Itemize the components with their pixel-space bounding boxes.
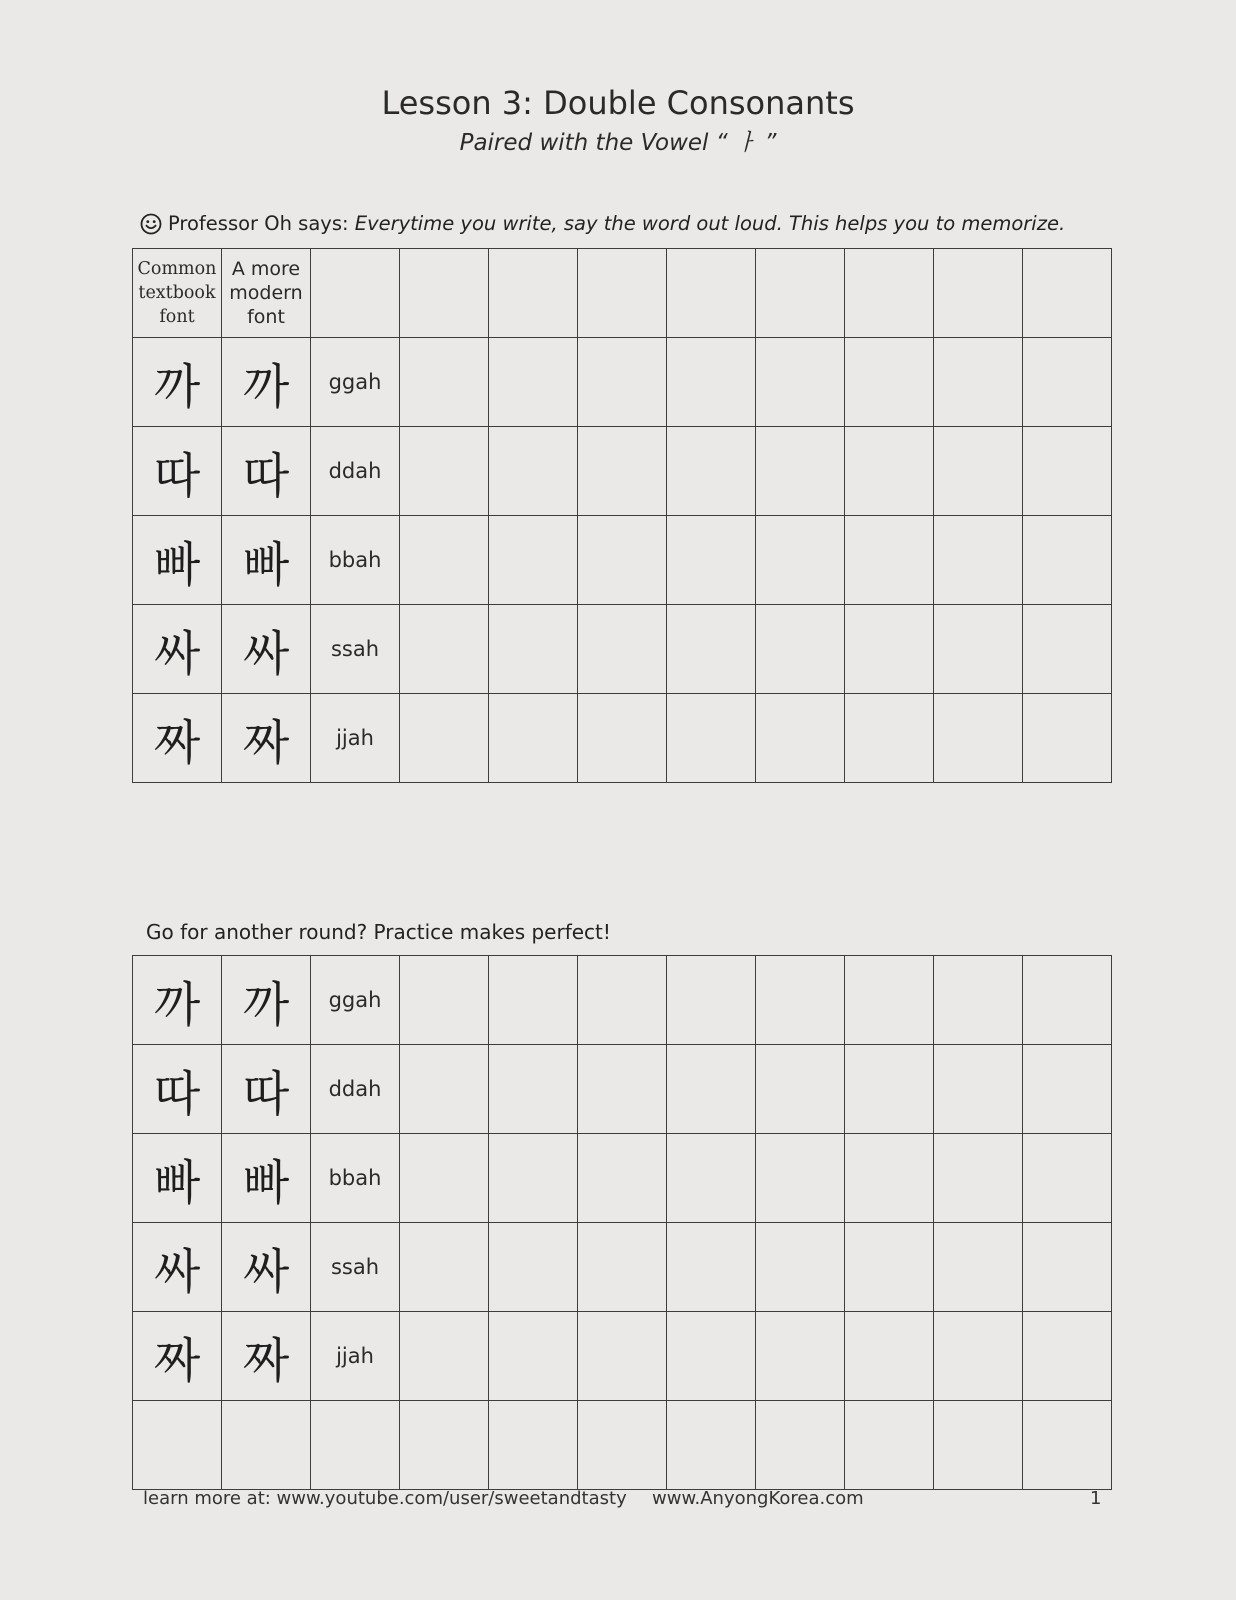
- practice-cell[interactable]: [400, 338, 489, 427]
- practice-cell[interactable]: [489, 427, 578, 516]
- page-number: 1: [1090, 1488, 1102, 1509]
- footer-website: www.AnyongKorea.com: [652, 1488, 864, 1509]
- syllable-modern-font: 빠: [222, 516, 311, 605]
- practice-cell[interactable]: [667, 1401, 756, 1490]
- practice-row: [133, 427, 1112, 516]
- practice-cell[interactable]: [934, 1045, 1023, 1134]
- practice-cell[interactable]: [756, 249, 845, 338]
- footer-learn-more: learn more at: www.youtube.com/user/sweetandtasty: [143, 1488, 627, 1509]
- practice-row: [133, 1134, 1112, 1223]
- smiley-icon: [140, 213, 162, 240]
- practice-cell[interactable]: [756, 1045, 845, 1134]
- practice-cell[interactable]: [845, 956, 934, 1045]
- practice-cell[interactable]: [1023, 427, 1112, 516]
- syllable-modern-font: 짜: [222, 1312, 311, 1401]
- practice-cell[interactable]: [756, 1312, 845, 1401]
- syllable-common-font: 따: [133, 427, 222, 516]
- practice-cell[interactable]: [578, 1223, 667, 1312]
- practice-cell[interactable]: [578, 605, 667, 694]
- another-round-text: Go for another round? Practice makes perfect!: [146, 920, 611, 944]
- practice-cell[interactable]: [1023, 1134, 1112, 1223]
- practice-cell[interactable]: [756, 1401, 845, 1490]
- practice-cell[interactable]: [756, 427, 845, 516]
- practice-cell[interactable]: [400, 1045, 489, 1134]
- practice-cell[interactable]: [489, 516, 578, 605]
- practice-cell[interactable]: [133, 1401, 222, 1490]
- practice-cell[interactable]: [845, 1134, 934, 1223]
- practice-cell[interactable]: [222, 1401, 311, 1490]
- practice-cell[interactable]: [489, 694, 578, 783]
- practice-cell[interactable]: [667, 1045, 756, 1134]
- practice-row: [133, 1312, 1112, 1401]
- syllable-common-font: 까: [133, 338, 222, 427]
- practice-cell[interactable]: [756, 694, 845, 783]
- practice-row: [133, 1045, 1112, 1134]
- professor-label: Professor Oh says:: [168, 212, 349, 235]
- practice-cell[interactable]: [578, 1134, 667, 1223]
- practice-cell[interactable]: [1023, 1045, 1112, 1134]
- practice-cell[interactable]: [489, 605, 578, 694]
- practice-cell[interactable]: [845, 516, 934, 605]
- practice-cell[interactable]: [845, 338, 934, 427]
- practice-cell[interactable]: [845, 427, 934, 516]
- romanization: jjah: [311, 694, 400, 783]
- practice-cell[interactable]: [667, 956, 756, 1045]
- practice-cell[interactable]: [1023, 516, 1112, 605]
- practice-row: [133, 694, 1112, 783]
- practice-cell[interactable]: [667, 1134, 756, 1223]
- practice-cell[interactable]: [667, 694, 756, 783]
- romanization: ssah: [311, 1223, 400, 1312]
- practice-cell[interactable]: [311, 1401, 400, 1490]
- practice-cell[interactable]: [756, 1223, 845, 1312]
- syllable-modern-font: 싸: [222, 1223, 311, 1312]
- practice-cell[interactable]: [400, 1223, 489, 1312]
- practice-cell[interactable]: [489, 1045, 578, 1134]
- romanization: bbah: [311, 1134, 400, 1223]
- practice-cell[interactable]: [756, 605, 845, 694]
- syllable-modern-font: 까: [222, 956, 311, 1045]
- practice-cell[interactable]: [311, 249, 400, 338]
- romanization: ddah: [311, 1045, 400, 1134]
- header-modern-line: font: [247, 306, 285, 328]
- practice-cell[interactable]: [934, 516, 1023, 605]
- practice-cell[interactable]: [1023, 605, 1112, 694]
- practice-cell[interactable]: [400, 1312, 489, 1401]
- professor-tip: [140, 212, 1065, 240]
- romanization: ddah: [311, 427, 400, 516]
- syllable-common-font: 빠: [133, 516, 222, 605]
- practice-cell[interactable]: [489, 1223, 578, 1312]
- practice-cell[interactable]: [578, 1401, 667, 1490]
- practice-cell[interactable]: [400, 1401, 489, 1490]
- practice-cell[interactable]: [934, 1401, 1023, 1490]
- practice-cell[interactable]: [756, 516, 845, 605]
- page-title: Lesson 3: Double Consonants: [381, 84, 855, 122]
- practice-cell[interactable]: [578, 249, 667, 338]
- practice-cell[interactable]: [845, 1401, 934, 1490]
- practice-cell[interactable]: [1023, 694, 1112, 783]
- romanization: jjah: [311, 1312, 400, 1401]
- header-row: [133, 249, 1112, 338]
- practice-cell[interactable]: [934, 1223, 1023, 1312]
- practice-row: [133, 1223, 1112, 1312]
- practice-cell[interactable]: [489, 956, 578, 1045]
- practice-cell[interactable]: [1023, 1223, 1112, 1312]
- syllable-modern-font: 짜: [222, 694, 311, 783]
- header-modern-line: A more: [231, 258, 301, 280]
- syllable-common-font: 까: [133, 956, 222, 1045]
- practice-cell[interactable]: [1023, 1312, 1112, 1401]
- practice-cell[interactable]: [934, 427, 1023, 516]
- practice-cell[interactable]: [1023, 249, 1112, 338]
- practice-row: [133, 605, 1112, 694]
- header-common-font: [133, 249, 222, 338]
- syllable-modern-font: 따: [222, 1045, 311, 1134]
- practice-cell[interactable]: [845, 694, 934, 783]
- syllable-common-font: 싸: [133, 605, 222, 694]
- header-modern-line: modern: [229, 282, 303, 304]
- practice-cell[interactable]: [1023, 956, 1112, 1045]
- practice-cell[interactable]: [578, 694, 667, 783]
- practice-cell[interactable]: [934, 1134, 1023, 1223]
- practice-cell[interactable]: [934, 338, 1023, 427]
- syllable-common-font: 따: [133, 1045, 222, 1134]
- practice-row: [133, 338, 1112, 427]
- romanization: ggah: [311, 956, 400, 1045]
- romanization: ssah: [311, 605, 400, 694]
- practice-cell[interactable]: [489, 338, 578, 427]
- page-subtitle: Paired with the Vowel “ ㅏ ”: [459, 130, 777, 156]
- practice-cell[interactable]: [400, 427, 489, 516]
- header-common-line: Common: [137, 259, 217, 279]
- practice-cell[interactable]: [578, 1045, 667, 1134]
- practice-cell[interactable]: [756, 338, 845, 427]
- practice-grid-2: [132, 955, 1112, 1490]
- practice-cell[interactable]: [934, 956, 1023, 1045]
- practice-cell[interactable]: [578, 338, 667, 427]
- practice-cell[interactable]: [400, 605, 489, 694]
- practice-cell[interactable]: [934, 249, 1023, 338]
- syllable-common-font: 짜: [133, 694, 222, 783]
- romanization: ggah: [311, 338, 400, 427]
- practice-cell[interactable]: [489, 1312, 578, 1401]
- professor-message: Everytime you write, say the word out loud. This helps you to memorize.: [354, 212, 1066, 235]
- practice-cell[interactable]: [578, 956, 667, 1045]
- syllable-modern-font: 빠: [222, 1134, 311, 1223]
- practice-cell[interactable]: [934, 1312, 1023, 1401]
- practice-cell[interactable]: [667, 427, 756, 516]
- practice-cell[interactable]: [845, 605, 934, 694]
- practice-row: [133, 516, 1112, 605]
- practice-cell[interactable]: [400, 694, 489, 783]
- practice-cell[interactable]: [667, 338, 756, 427]
- practice-cell[interactable]: [845, 1223, 934, 1312]
- practice-cell[interactable]: [667, 516, 756, 605]
- romanization: bbah: [311, 516, 400, 605]
- practice-cell[interactable]: [400, 1134, 489, 1223]
- syllable-common-font: 싸: [133, 1223, 222, 1312]
- practice-row: [133, 956, 1112, 1045]
- practice-cell[interactable]: [1023, 1401, 1112, 1490]
- practice-cell[interactable]: [667, 249, 756, 338]
- practice-cell[interactable]: [845, 249, 934, 338]
- header-common-line: textbook: [138, 283, 216, 303]
- practice-cell[interactable]: [667, 1223, 756, 1312]
- syllable-modern-font: 따: [222, 427, 311, 516]
- practice-grid-1: [132, 248, 1112, 783]
- syllable-modern-font: 싸: [222, 605, 311, 694]
- blank-row: [133, 1401, 1112, 1490]
- header-modern-font: [222, 249, 311, 338]
- practice-cell[interactable]: [667, 1312, 756, 1401]
- practice-cell[interactable]: [400, 956, 489, 1045]
- practice-cell[interactable]: [578, 427, 667, 516]
- practice-cell[interactable]: [489, 1401, 578, 1490]
- practice-cell[interactable]: [578, 516, 667, 605]
- syllable-common-font: 짜: [133, 1312, 222, 1401]
- practice-cell[interactable]: [1023, 338, 1112, 427]
- practice-cell[interactable]: [489, 249, 578, 338]
- header-common-line: font: [159, 307, 195, 327]
- practice-cell[interactable]: [845, 1045, 934, 1134]
- practice-cell[interactable]: [934, 694, 1023, 783]
- practice-cell[interactable]: [400, 249, 489, 338]
- practice-cell[interactable]: [756, 1134, 845, 1223]
- syllable-common-font: 빠: [133, 1134, 222, 1223]
- practice-cell[interactable]: [756, 956, 845, 1045]
- practice-cell[interactable]: [489, 1134, 578, 1223]
- practice-cell[interactable]: [845, 1312, 934, 1401]
- practice-cell[interactable]: [400, 516, 489, 605]
- practice-cell[interactable]: [578, 1312, 667, 1401]
- practice-cell[interactable]: [667, 605, 756, 694]
- practice-cell[interactable]: [934, 605, 1023, 694]
- syllable-modern-font: 까: [222, 338, 311, 427]
